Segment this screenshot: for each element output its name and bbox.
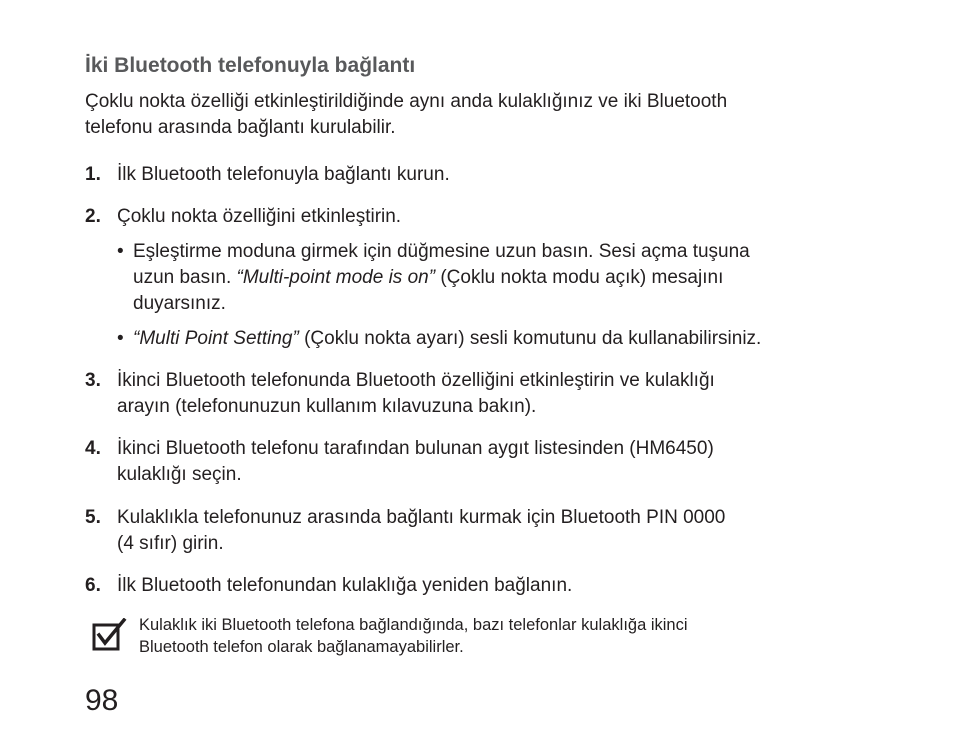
bullet-text: [133, 239, 887, 317]
step-text: Çoklu nokta özelliğini etkinleştirin.: [117, 206, 402, 227]
checkbox-checked-icon: [92, 618, 128, 652]
step-number: 5.: [85, 507, 101, 528]
intro-line-2: telefonu arasında bağlantı kurulabilir.: [85, 117, 396, 138]
step-line-2: arayın (telefonunuzun kullanım kılavuzuna bakın).: [117, 396, 537, 417]
bullet-symbol: •: [117, 328, 124, 349]
page-number: 98: [85, 684, 119, 717]
step-text: [117, 368, 885, 420]
step-number: 6.: [85, 575, 101, 596]
intro-paragraph: [85, 89, 905, 141]
note-text: [139, 614, 859, 658]
note-line-1: Kulaklık iki Bluetooth telefona bağlandığında, bazı telefonlar kulaklığa ikinci: [139, 616, 688, 634]
bullet-line-2-quote: “Multi-point mode is on”: [236, 267, 436, 288]
bullet-quote: “Multi Point Setting”: [133, 328, 299, 349]
step-3: [85, 368, 885, 420]
step-number: 2.: [85, 206, 101, 227]
step-line-1: İkinci Bluetooth telefonunda Bluetooth özelliğini etkinleştirin ve kulaklığı: [117, 370, 715, 391]
step-number: 1.: [85, 164, 101, 185]
section-title: İki Bluetooth telefonuyla bağlantı: [85, 54, 416, 77]
step-number: 4.: [85, 438, 101, 459]
step-text: İlk Bluetooth telefonuyla bağlantı kurun.: [117, 164, 450, 185]
bullet-line-2-prefix: uzun basın.: [133, 267, 237, 288]
step-text: [117, 505, 885, 557]
step-text: İlk Bluetooth telefonundan kulaklığa yeniden bağlanın.: [117, 575, 573, 596]
bullet-suffix: (Çoklu nokta ayarı) sesli komutunu da kullanabilirsiniz.: [298, 328, 762, 349]
step-4: [85, 436, 885, 488]
step-2: [85, 204, 885, 230]
step-line-1: Kulaklıkla telefonunuz arasında bağlantı kurmak için Bluetooth PIN 0000: [117, 507, 726, 528]
bullet-item-pairing: [117, 239, 887, 317]
step-number: 3.: [85, 370, 101, 391]
step-line-1: İkinci Bluetooth telefonu tarafından bulunan aygıt listesinden (HM6450): [117, 438, 714, 459]
step-text: [117, 436, 885, 488]
step-5: [85, 505, 885, 557]
bullet-line-1: Eşleştirme moduna girmek için düğmesine uzun basın. Sesi açma tuşuna: [133, 241, 750, 262]
bullet-text: [133, 326, 887, 352]
bullet-symbol: •: [117, 241, 124, 262]
bullet-line-3: duyarsınız.: [133, 293, 226, 314]
bullet-item-voice-command: [117, 326, 887, 352]
step-line-2: (4 sıfır) girin.: [117, 533, 224, 554]
step-1: [85, 162, 885, 188]
intro-line-1: Çoklu nokta özelliği etkinleştirildiğinde aynı anda kulaklığınız ve iki Bluetooth: [85, 91, 728, 112]
step-line-2: kulaklığı seçin.: [117, 464, 242, 485]
note-line-2: Bluetooth telefon olarak bağlanamayabilirler.: [139, 638, 464, 656]
bullet-line-2-suffix: (Çoklu nokta modu açık) mesajını: [435, 267, 724, 288]
step-6: [85, 573, 885, 599]
